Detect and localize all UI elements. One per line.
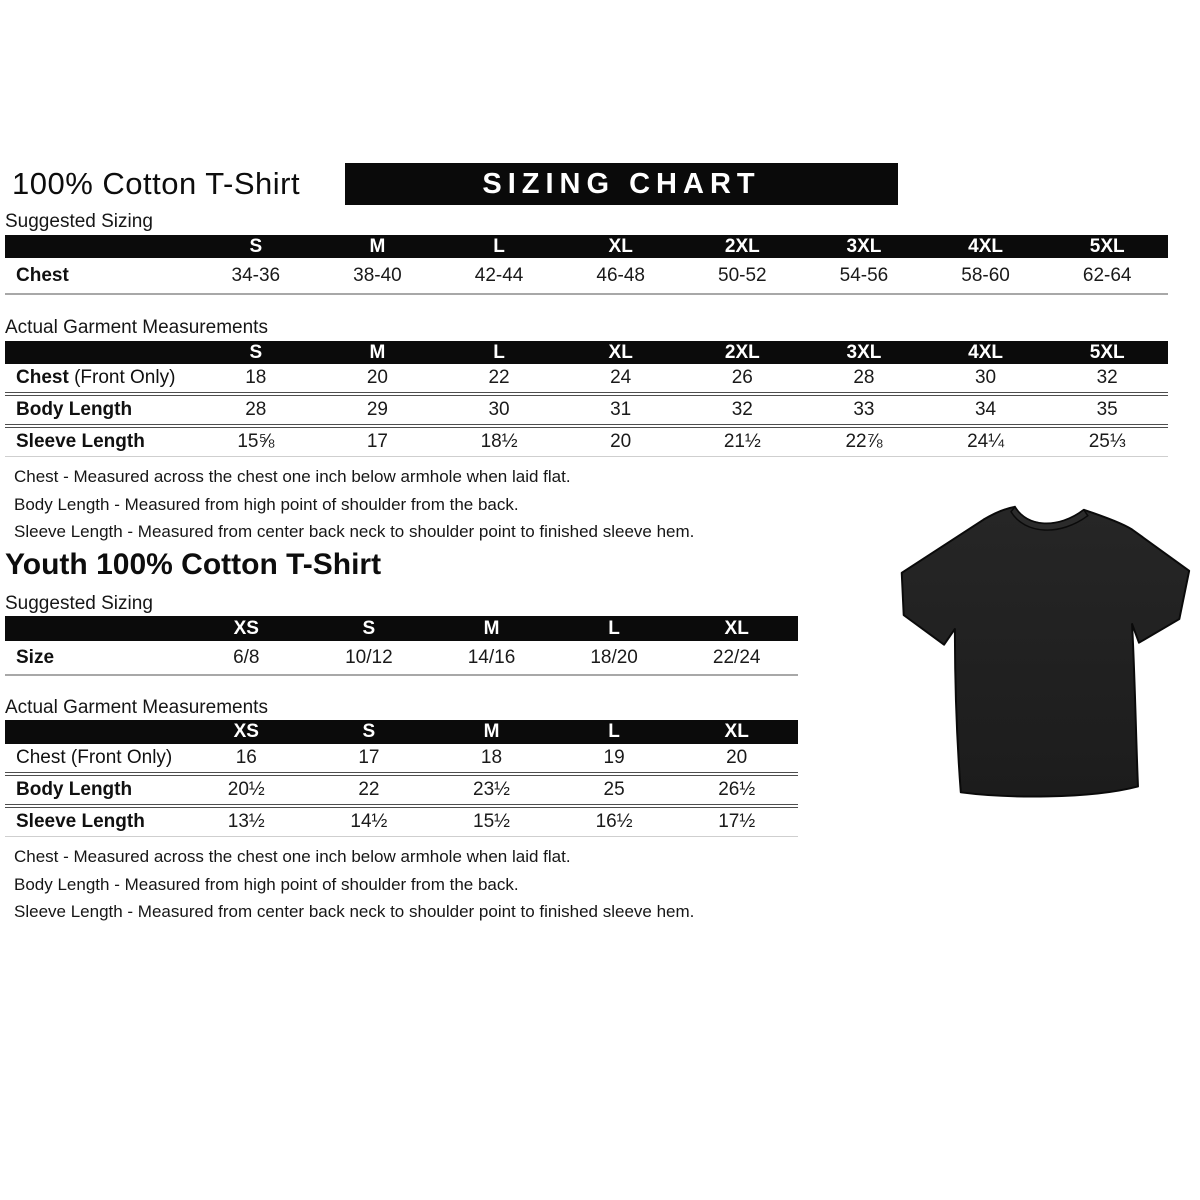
row-label: Sleeve Length (16, 811, 145, 832)
table-row (5, 396, 1168, 428)
size-header-row (5, 720, 798, 744)
size-value-cell: 54-56 (839, 264, 889, 286)
size-column-header: 5XL (1089, 341, 1125, 363)
measurement-cell: 17½ (718, 811, 756, 832)
measurement-note: Body Length - Measured from high point of shoulder from the back. (14, 494, 519, 514)
table-row (5, 258, 1168, 295)
adult-actual-measurements-table (5, 341, 1168, 457)
size-column-header: XS (233, 721, 259, 742)
size-value-cell: 34-36 (231, 264, 281, 286)
adult-actual-measurements-label: Actual Garment Measurements (5, 317, 268, 338)
size-column-header: 3XL (846, 235, 882, 257)
size-column-header: S (249, 235, 263, 257)
row-label (5, 367, 195, 389)
measurement-cell: 18½ (480, 431, 518, 452)
size-column-header: XL (724, 617, 749, 639)
row-label (5, 747, 185, 769)
tshirt-image (885, 473, 1200, 838)
size-column-header: M (483, 721, 500, 742)
measurement-note: Chest - Measured across the chest one inch below armhole when laid flat. (14, 847, 571, 866)
measurement-cell: 21½ (723, 431, 761, 452)
size-column-header: 2XL (724, 235, 760, 257)
measurement-cell: 15½ (473, 811, 510, 832)
size-value-cell: 38-40 (353, 264, 402, 286)
measurement-cell: 16½ (595, 811, 633, 832)
size-column-header: 2XL (724, 341, 760, 363)
size-value-cell: 42-44 (474, 264, 524, 286)
table-row (5, 428, 1168, 457)
measurement-cell: 29 (366, 399, 388, 420)
adult-suggested-sizing-label: Suggested Sizing (5, 211, 153, 232)
measurement-cell: 18 (245, 367, 267, 388)
measurement-cell: 31 (610, 399, 632, 420)
measurement-cell: 26 (731, 367, 753, 388)
measurement-cell: 24 (610, 367, 632, 388)
youth-title: Youth 100% Cotton T-Shirt (5, 548, 382, 581)
table-row (5, 808, 798, 837)
measurement-cell: 22 (488, 367, 510, 388)
table-row (5, 776, 798, 808)
youth-measurement-notes (14, 843, 694, 926)
tshirt-graphic (885, 473, 1200, 838)
size-header-row (5, 235, 1168, 258)
row-label-main: Chest (16, 367, 69, 388)
measurement-cell: 32 (731, 399, 753, 420)
size-column-header: S (362, 721, 376, 742)
measurement-cell: 20 (610, 431, 632, 452)
measurement-cell: 15⅝ (237, 431, 275, 452)
size-value-cell: 46-48 (596, 264, 645, 286)
row-label-suffix: Chest (Front Only) (16, 747, 173, 768)
youth-suggested-sizing-label: Suggested Sizing (5, 593, 153, 614)
size-value-cell: 10/12 (345, 646, 393, 668)
size-column-header: 4XL (968, 341, 1003, 363)
measurement-note: Body Length - Measured from high point of shoulder from the back. (14, 874, 519, 894)
measurement-cell: 23½ (473, 779, 510, 800)
measurement-cell: 14½ (350, 811, 388, 832)
size-column-header: L (493, 235, 505, 257)
size-column-header: XL (608, 235, 633, 257)
youth-actual-measurements-label: Actual Garment Measurements (5, 697, 268, 718)
measurement-cell: 33 (853, 399, 875, 420)
measurement-cell: 20 (726, 747, 748, 768)
size-value-cell: 18/20 (590, 646, 638, 668)
measurement-cell: 22 (358, 779, 380, 800)
size-column-header: L (493, 341, 505, 363)
size-column-header: 4XL (968, 235, 1003, 257)
tshirt-body (902, 507, 1189, 797)
adult-suggested-sizing-table (5, 235, 1168, 295)
size-value-cell: 58-60 (961, 264, 1010, 286)
youth-actual-measurements-table (5, 720, 798, 837)
table-row (5, 641, 798, 676)
measurement-note: Chest - Measured across the chest one inch below armhole when laid flat. (14, 467, 571, 486)
size-column-header: S (249, 341, 263, 363)
measurement-cell: 26½ (718, 779, 756, 800)
measurement-cell: 19 (603, 747, 625, 768)
measurement-cell: 16 (235, 747, 257, 768)
size-column-header: M (483, 617, 500, 639)
measurement-cell: 17 (366, 431, 388, 452)
measurement-cell: 30 (974, 367, 997, 388)
measurement-cell: 18 (480, 747, 503, 768)
measurement-cell: 32 (1096, 367, 1118, 388)
table-row (5, 364, 1168, 396)
size-column-header: 3XL (846, 341, 882, 363)
size-header-row (5, 341, 1168, 364)
measurement-cell: 13½ (227, 811, 265, 832)
size-header-row (5, 616, 798, 641)
size-column-header: M (369, 341, 386, 363)
size-value-cell: 14/16 (467, 646, 516, 668)
measurement-cell: 25 (603, 779, 625, 800)
page-title: 100% Cotton T-Shirt (12, 166, 301, 201)
row-label-suffix: (Front Only) (68, 367, 176, 388)
size-column-header: XS (233, 617, 259, 639)
size-column-header: M (369, 235, 386, 257)
measurement-note: Sleeve Length - Measured from center back neck to shoulder point to finished sleeve hem. (14, 522, 695, 541)
size-column-header: L (608, 617, 620, 639)
size-value-cell: 22/24 (712, 646, 761, 668)
size-column-header: 5XL (1089, 235, 1125, 257)
size-column-header: S (362, 617, 376, 639)
row-label: Size (16, 646, 55, 668)
row-label: Chest (16, 264, 69, 286)
measurement-cell: 34 (974, 399, 997, 420)
youth-suggested-sizing-table (5, 616, 798, 676)
measurement-cell: 20½ (227, 779, 265, 800)
measurement-cell: 24¼ (967, 431, 1005, 452)
size-value-cell: 62-64 (1082, 264, 1132, 286)
size-column-header: L (608, 721, 620, 742)
row-label: Body Length (16, 399, 133, 420)
adult-measurement-notes (14, 463, 694, 546)
measurement-cell: 25⅓ (1088, 431, 1126, 452)
measurement-cell: 22⅞ (845, 431, 883, 452)
sizing-chart-banner: SIZING CHART (345, 163, 898, 205)
measurement-cell: 28 (853, 367, 875, 388)
size-value-cell: 6/8 (233, 646, 260, 668)
row-label: Sleeve Length (16, 431, 145, 452)
measurement-note: Sleeve Length - Measured from center back neck to shoulder point to finished sleeve hem. (14, 902, 695, 921)
size-column-header: XL (608, 341, 633, 363)
size-value-cell: 50-52 (718, 264, 767, 286)
measurement-cell: 30 (488, 399, 510, 420)
measurement-cell: 17 (358, 747, 380, 768)
measurement-cell: 28 (245, 399, 267, 420)
size-column-header: XL (724, 721, 749, 742)
measurement-cell: 35 (1096, 399, 1118, 420)
measurement-cell: 20 (366, 367, 388, 388)
table-row (5, 744, 798, 776)
row-label: Body Length (16, 779, 133, 800)
